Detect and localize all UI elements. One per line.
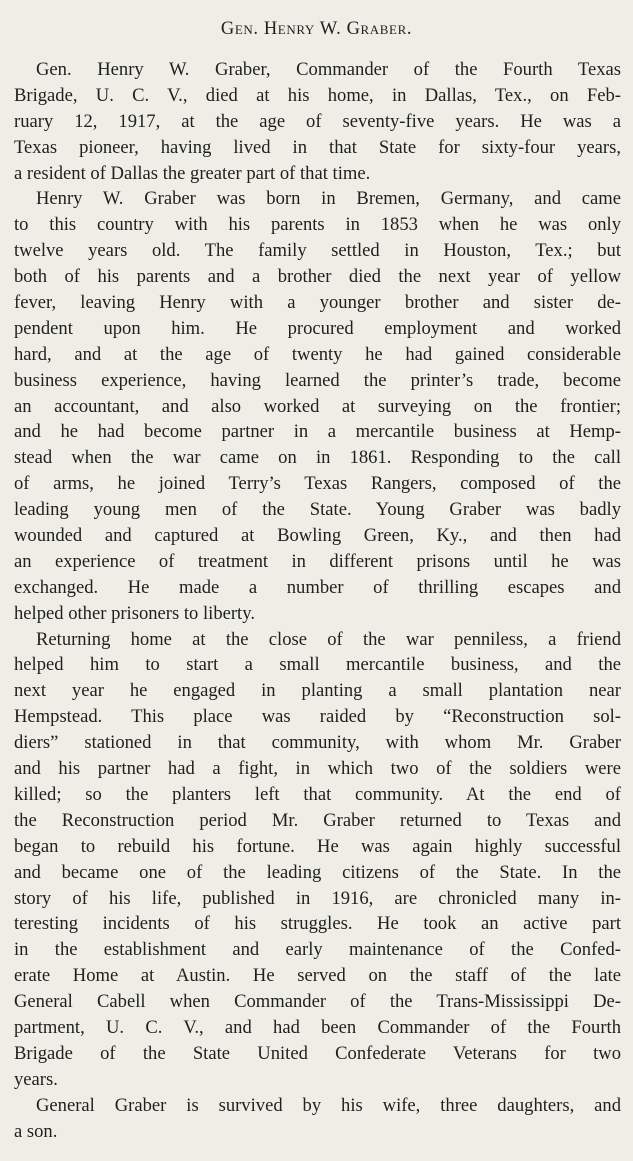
paragraph-2-line: to this country with his parents in 1853 when he was only [14,214,621,236]
paragraph-2-line: and he had become partner in a mercantile business at Hemp- [14,421,621,443]
paragraph-3-line: and became one of the leading citizens of the State. In the [14,861,621,883]
paragraph-2-line: an accountant, and also worked at surveying on the frontier; [14,395,621,417]
paragraph-3-line: began to rebuild his fortune. He was again highly successful [14,835,621,857]
paragraph-2-line: an experience of treatment in different prisons until he was [14,550,621,572]
paragraph-3-line: and his partner had a fight, in which two of the soldiers were [14,758,621,780]
paragraph-1-line: Texas pioneer, having lived in that State for sixty-four years, [14,136,621,158]
paragraph-2-line: pendent upon him. He procured employment and worked [14,317,621,339]
paragraph-2-line: exchanged. He made a number of thrilling escapes and [14,576,621,598]
paragraph-4-line: General Graber is survived by his wife, three daughters, and [36,1094,621,1116]
paragraph-2-line: fever, leaving Henry with a younger brother and sister de- [14,292,621,314]
paragraph-3-line: General Cabell when Commander of the Trans-Mississippi De- [14,991,621,1013]
paragraph-3-line: Hempstead. This place was raided by “Reconstruction sol- [14,706,621,728]
paragraph-3-line: story of his life, published in 1916, are chronicled many in- [14,887,621,909]
paragraph-3-line: years. [14,1068,58,1090]
paragraph-2-line: stead when the war came on in 1861. Responding to the call [14,447,621,469]
paragraph-2-line: leading young men of the State. Young Graber was badly [14,499,621,521]
paragraph-1-line: Brigade, U. C. V., died at his home, in Dallas, Tex., on Feb- [14,84,621,106]
paragraph-1-line: ruary 12, 1917, at the age of seventy-five years. He was a [14,110,621,132]
paragraph-2-line: both of his parents and a brother died the next year of yellow [14,266,621,288]
paragraph-3-line: in the establishment and early maintenance of the Confed- [14,939,621,961]
paragraph-4-line: a son. [14,1120,58,1142]
paragraph-2-line: twelve years old. The family settled in Houston, Tex.; but [14,240,621,262]
paragraph-2-line: wounded and captured at Bowling Green, Ky., and then had [14,525,621,547]
paragraph-3-line: erate Home at Austin. He served on the staff of the late [14,965,621,987]
paragraph-2-line: business experience, having learned the printer’s trade, become [14,369,621,391]
paragraph-3-line: the Reconstruction period Mr. Graber returned to Texas and [14,809,621,831]
paragraph-3-line: Returning home at the close of the war penniless, a friend [36,628,621,650]
paragraph-2-line: of arms, he joined Terry’s Texas Rangers, composed of the [14,473,621,495]
paragraph-2-line: helped other prisoners to liberty. [14,602,255,624]
paragraph-2-line: hard, and at the age of twenty he had gained considerable [14,343,621,365]
article-title: Gen. Henry W. Graber. [220,19,413,39]
paragraph-1-line: a resident of Dallas the greater part of that time. [14,162,371,184]
paragraph-3-line: diers” stationed in that community, with whom Mr. Graber [14,732,621,754]
paragraph-3-line: killed; so the planters left that community. At the end of [14,783,621,805]
paragraph-3-line: helped him to start a small mercantile business, and the [14,654,621,676]
paragraph-1-line: Gen. Henry W. Graber, Commander of the Fourth Texas [36,59,621,80]
paragraph-2-line: Henry W. Graber was born in Bremen, Germany, and came [36,188,621,210]
paragraph-3-line: Brigade of the State United Confederate Veterans for two [14,1042,621,1064]
paragraph-3-line: next year he engaged in planting a small plantation near [14,680,621,702]
paragraph-3-line: teresting incidents of his struggles. He took an active part [14,913,621,935]
paragraph-3-line: partment, U. C. V., and had been Commander of the Fourth [14,1016,621,1038]
article-body [14,57,621,1144]
